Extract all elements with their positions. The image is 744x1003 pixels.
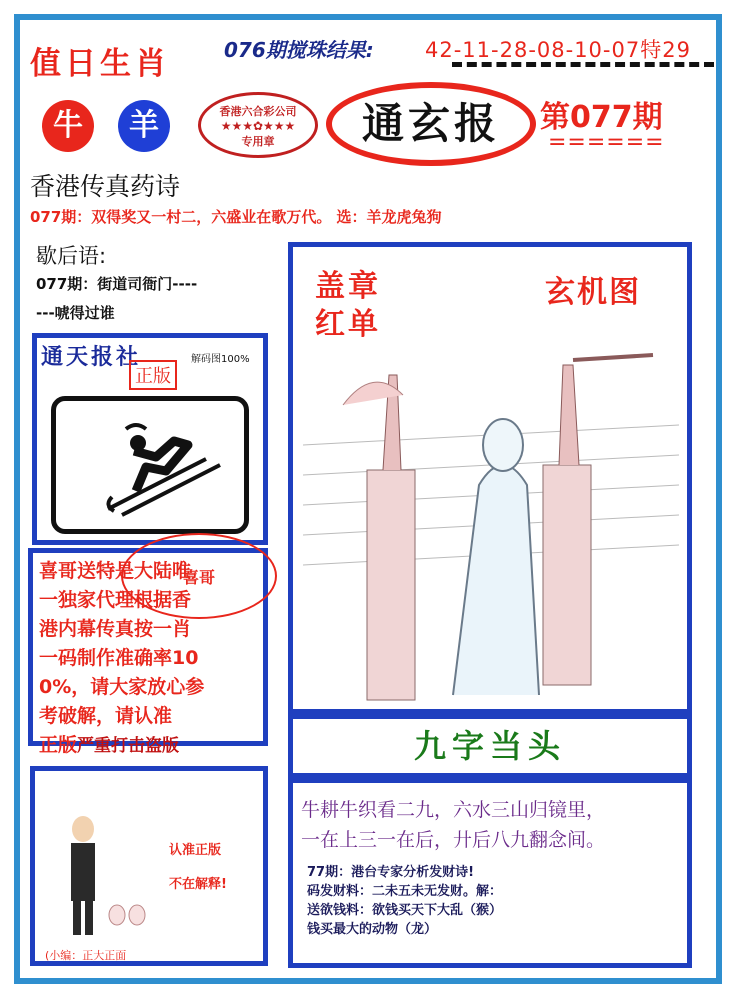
- genuine-caption: (小编：正大正面: [45, 949, 127, 962]
- riddle-line-2: ---唬得过谁: [36, 304, 115, 322]
- daily-zodiac-title: 值日生肖: [30, 46, 170, 82]
- genuine-line-2: 不在解释!: [169, 877, 227, 892]
- verse-line-1: 牛耕牛织看二九，六水三山归镜里，: [301, 799, 606, 821]
- verse-panel: [288, 778, 692, 968]
- zodiac-badge-goat: 羊: [118, 100, 170, 152]
- tongtian-title: 通天报社: [41, 345, 142, 370]
- slogan-text: 九字当头: [413, 727, 566, 765]
- tongtian-panel: [32, 333, 268, 545]
- issue-underline: ======: [548, 130, 665, 155]
- genuine-stamp: 正版: [129, 360, 177, 390]
- promo-red-seal: 喜哥: [121, 533, 277, 619]
- skiing-icon: [51, 396, 249, 534]
- riddle-line-1: 077期：街道司衙门----: [36, 275, 198, 293]
- brand-logo: 通玄报: [326, 82, 536, 166]
- xuanji-panel: [288, 242, 692, 714]
- genuine-line-1: 认准正版: [169, 843, 222, 858]
- cartoon-figures-icon: [53, 811, 153, 941]
- verse-notes: 77期：港台专家分析发财诗! 码发财料：二未五未无发财。解： 送欲钱料：欲钱买天下大乱（猴） 钱买最大的动物（龙）: [307, 865, 503, 937]
- xuanji-left-bottom: 红单: [315, 307, 381, 342]
- poem-line: 077期：双得奖又一村二，六盛业在歌万代。 选：羊龙虎兔狗: [30, 208, 442, 226]
- zodiac-badge-ox: 牛: [42, 100, 94, 152]
- genuine-panel: [30, 766, 268, 966]
- issue-number: 第077期: [540, 100, 663, 135]
- promo-panel: [28, 548, 268, 756]
- company-seal: 香港六合彩公司 ★★★✿★★★ 专用章: [198, 92, 318, 158]
- xuanji-left-top: 盖章: [315, 269, 381, 304]
- mystery-illustration: [303, 335, 679, 703]
- header-dash-line: [452, 62, 714, 67]
- promo-text: 喜哥送特是大陆唯 一独家代理根据香 港内幕传真按一肖 一码制作准确率10 0%，请大家放心参 考破解，请认准 正版严重打击盗版: [39, 560, 205, 756]
- draw-result-label: 076期搅珠结果:: [224, 38, 374, 62]
- riddle-heading: 歇后语:: [36, 244, 107, 268]
- xuanji-right: 玄机图: [545, 275, 641, 310]
- verse-line-2: 一在上三一在后，廾后八九翻念间。: [301, 829, 606, 851]
- slogan-panel: [288, 714, 692, 778]
- draw-numbers: 42-11-28-08-10-07特29: [425, 38, 691, 62]
- poem-heading: 香港传真药诗: [30, 172, 181, 201]
- tongtian-tag: 解码图100%: [191, 354, 250, 365]
